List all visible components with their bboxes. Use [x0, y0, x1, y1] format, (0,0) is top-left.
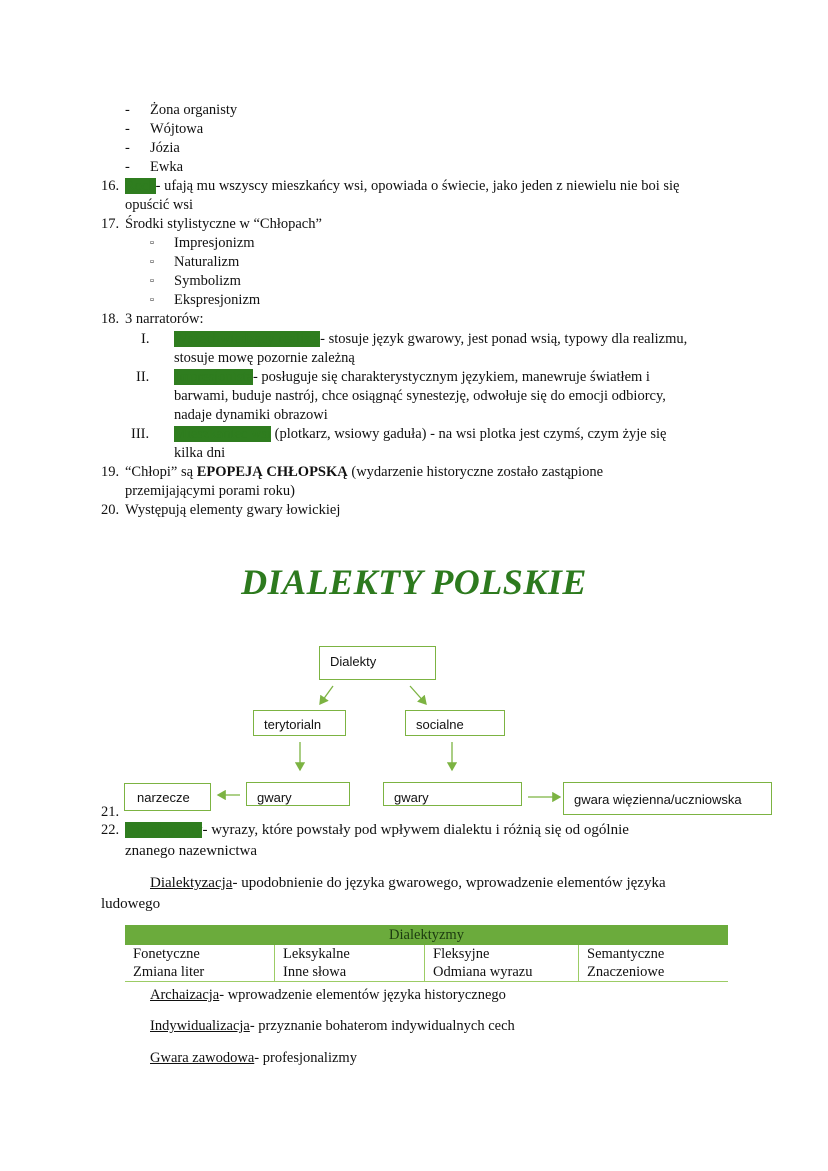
list-item: Ewka [150, 159, 184, 175]
highlight: Dialektyzmy [125, 822, 203, 838]
narrator-text-cont: nadaje dynamiki obrazowi [174, 407, 328, 423]
table-cell: Znaczeniowe [579, 963, 729, 982]
item-20-text: Występują elementy gwary łowickiej [125, 502, 341, 518]
table-header: Dialektyzmy [125, 925, 728, 945]
table-cell: Inne słowa [275, 963, 425, 982]
list-item: Wójtowa [150, 121, 204, 137]
item-number-21: 21. [101, 804, 120, 820]
item-19-pre: “Chłopi” są [125, 464, 197, 480]
roman-numeral: II. [136, 369, 150, 385]
bullet-icon: ▫ [150, 275, 154, 287]
roman-numeral: I. [141, 331, 150, 347]
item-number: 22. [101, 822, 120, 838]
table-cell: Zmiana liter [125, 963, 275, 982]
item-18-text: 3 narratorów: [125, 311, 204, 327]
box-gwary-left: gwary [246, 782, 350, 806]
roman-numeral: III. [131, 426, 150, 442]
term: Archaizacja [150, 987, 220, 1003]
bullet-item: Naturalizm [174, 254, 240, 270]
bullet-icon: ▫ [150, 237, 154, 249]
gwara-zawodowa-line [150, 1049, 357, 1067]
bullet-icon: ▫ [150, 294, 154, 306]
narrator-text: - posługuje się charakterystycznym językiem, manewruje światłem i [252, 369, 650, 385]
term: Dialektyzacja [150, 875, 233, 891]
highlight: Roch [125, 178, 156, 194]
definition: - przyznanie bohaterom indywidualnych cech [249, 1018, 515, 1034]
narrator-text-cont: kilka dni [174, 445, 226, 461]
dialektyzacja-text-cont: ludowego [101, 896, 161, 912]
box-social: socialne [405, 710, 505, 736]
table-row [125, 963, 728, 982]
list-item: Józia [150, 140, 180, 156]
indywidualizacja-line [150, 1017, 515, 1035]
list-marker: - [125, 102, 130, 118]
narrator-text: (plotkarz, wsiowy gaduła) - na wsi plotka jest czymś, czym żyje się [271, 426, 667, 442]
highlight: Wszechwiedzący realista [174, 331, 321, 347]
section-title: DIALEKTY POLSKIE [241, 562, 587, 602]
table-cell: Fleksyjne [425, 945, 579, 963]
item-number: 20. [101, 502, 120, 518]
table-cell: Odmiana wyrazu [425, 963, 579, 982]
bullet-item: Symbolizm [174, 273, 241, 289]
box-territorial: terytorialn [253, 710, 346, 736]
item-number: 18. [101, 311, 120, 327]
list-item: Żona organisty [150, 102, 238, 118]
item-19-bold: EPOPEJĄ CHŁOPSKĄ [196, 464, 348, 480]
list-marker: - [125, 140, 130, 156]
list-marker: - [125, 121, 130, 137]
narrator-text-cont: stosuje mowę pozornie zależną [174, 350, 355, 366]
table-cell: Semantyczne [579, 945, 729, 963]
box-gwary-right: gwary [383, 782, 522, 806]
box-narzecze: narzecze [124, 783, 211, 811]
box-prison: gwara więzienna/uczniowska [563, 782, 772, 815]
item-22-line [125, 821, 629, 839]
arrow-root-social [410, 686, 426, 704]
item-17-text: Środki stylistyczne w “Chłopach” [125, 216, 322, 232]
table-row [125, 945, 728, 963]
definition: - profesjonalizmy [254, 1050, 357, 1066]
item-16-text-cont: opuścić wsi [125, 197, 194, 213]
box-dialekty: Dialekty [319, 646, 436, 680]
item-number: 16. [101, 178, 120, 194]
highlight: Impresjonista [174, 369, 253, 385]
bullet-item: Ekspresjonizm [174, 292, 261, 308]
table-cell: Fonetyczne [133, 946, 200, 962]
item-19-post: (wydarzenie historyczne zostało zastąpione [347, 464, 604, 480]
highlight: Mieszkaniec wsi [174, 426, 272, 442]
arrow-root-territorial [320, 686, 333, 704]
archaizacja-line [150, 986, 506, 1004]
item-22-text-cont: znanego nazewnictwa [125, 843, 258, 859]
dialektyzacja-line [150, 874, 666, 892]
bullet-icon: ▫ [150, 256, 154, 268]
term: Gwara zawodowa [150, 1050, 255, 1066]
table-cell: Leksykalne [275, 945, 425, 963]
term: Indywidualizacja [150, 1018, 250, 1034]
narrator-text-cont: barwami, buduje nastrój, chce osiągnąć synestezję, odwołuje się do emocji odbiorcy, [174, 388, 666, 404]
item-22-text: - wyrazy, które powstały pod wpływem dialektu i różnią się od ogólnie [202, 822, 629, 838]
list-marker: - [125, 159, 130, 175]
narrator-text: - stosuje język gwarowy, jest ponad wsią, typowy dla realizmu, [320, 331, 688, 347]
definition: - upodobnienie do języka gwarowego, wprowadzenie elementów języka [232, 875, 666, 891]
item-number: 17. [101, 216, 120, 232]
item-19-text-cont: przemijającymi porami roku) [125, 483, 295, 499]
definition: - wprowadzenie elementów języka historycznego [219, 987, 506, 1003]
bullet-item: Impresjonizm [174, 235, 255, 251]
item-16-text: - ufają mu wszyscy mieszkańcy wsi, opowiada o świecie, jako jeden z niewielu nie boi się [155, 178, 680, 194]
item-number: 19. [101, 464, 120, 480]
dialektyzmy-table [125, 925, 728, 982]
